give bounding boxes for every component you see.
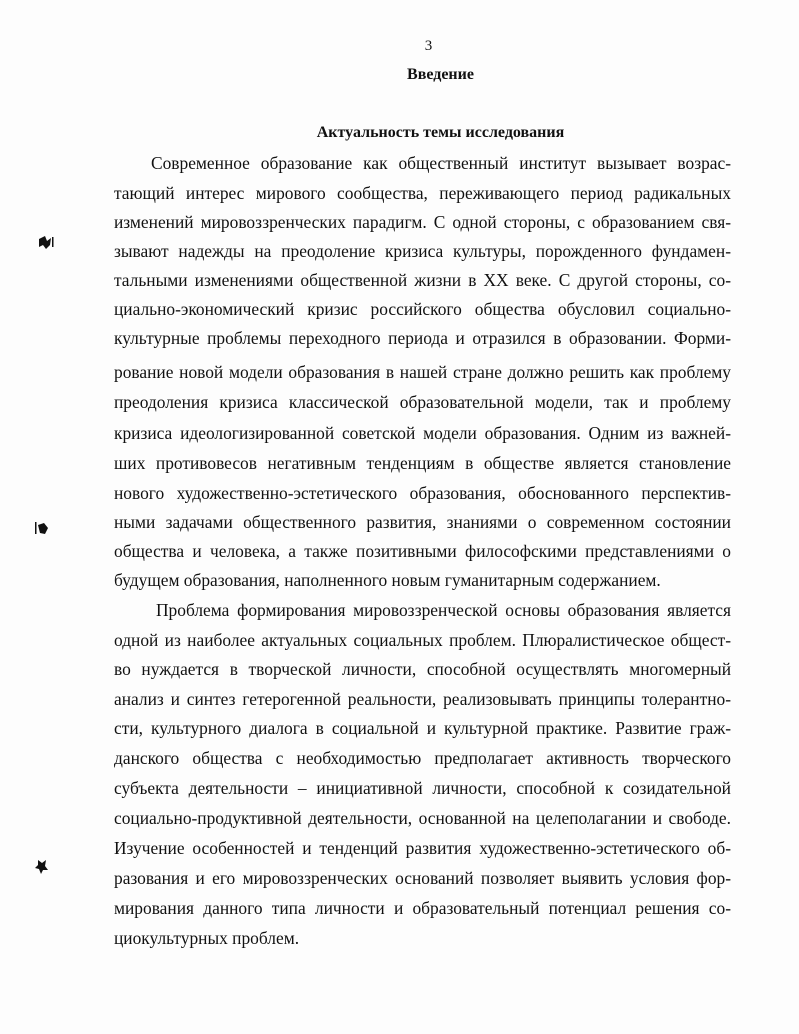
paragraph-2-line: субъекта деятельности – инициативной личности, способной к созидательной	[114, 778, 731, 798]
page-title: Введение	[407, 66, 474, 83]
paragraph-1-line: циально-экономический кризис российского общества обусловил социально-	[114, 299, 731, 319]
paragraph-2-line: во нуждается в творческой личности, способной осуществлять многомерный	[114, 659, 731, 679]
paragraph-2-line: Проблема формирования мировоззренческой основы образования является	[156, 600, 731, 620]
paragraph-1-line: зывают надежды на преодоление кризиса культуры, порожденного фундамен-	[114, 241, 731, 261]
paragraph-1-line: изменений мировоззренческих парадигм. С одной стороны, с образованием свя-	[114, 212, 731, 232]
section-title: Актуальность темы исследования	[316, 124, 565, 141]
paragraph-2-line: одной из наиболее актуальных социальных проблем. Плюралистическое общест-	[114, 630, 731, 650]
paragraph-1-line: общества и человека, а также позитивными философскими представлениями о	[114, 541, 731, 561]
paragraph-2-line: социально-продуктивной деятельности, основанной на целеполагании и свободе.	[114, 808, 731, 828]
paragraph-1-line: ными задачами общественного развития, знаниями о современном состоянии	[114, 512, 731, 532]
paragraph-1-line: преодоления кризиса классической образовательной модели, так и проблему	[114, 392, 731, 412]
paragraph-1-line: Современное образование как общественный институт вызывает возрас-	[151, 153, 731, 173]
paragraph-2-line: мирования данного типа личности и образовательный потенциал решения со-	[114, 898, 731, 918]
paragraph-2-line: циокультурных проблем.	[114, 928, 300, 948]
paragraph-2-line: разования и его мировоззренческих оснований позволяет выявить условия фор-	[114, 868, 731, 888]
scan-mark-icon	[33, 520, 51, 538]
paragraph-2-line: сти, культурного диалога в социальной и культурной практике. Развитие граж-	[114, 718, 731, 738]
scan-mark-icon	[36, 233, 56, 253]
paragraph-2-line: анализ и синтез гетерогенной реальности, реализовывать принципы толерантно-	[114, 689, 731, 709]
paragraph-1-line: ших противовесов негативным тенденциям в обществе является становление	[114, 453, 731, 473]
paragraph-1-line: нового художественно-эстетического образования, обоснованного перспектив-	[114, 483, 731, 503]
scan-mark-icon	[34, 858, 50, 876]
paragraph-1-line: тающий интерес мирового сообщества, переживающего период радикальных	[114, 183, 731, 203]
paragraph-2-line: данского общества с необходимостью предполагает активность творческого	[114, 748, 731, 768]
paragraph-1-line: кризиса идеологизированной советской модели образования. Одним из важней-	[114, 423, 731, 443]
paragraph-1-line: тальными изменениями общественной жизни в XX веке. С другой стороны, со-	[114, 270, 731, 290]
paragraph-1-line: культурные проблемы переходного периода и отразился в образовании. Форми-	[114, 328, 731, 348]
paragraph-2-line: Изучение особенностей и тенденций развития художественно-эстетического об-	[114, 838, 731, 858]
paragraph-1-line: будущем образования, наполненного новым гуманитарным содержанием.	[114, 570, 661, 590]
page-number: 3	[424, 38, 433, 54]
paragraph-1-line: рование новой модели образования в нашей стране должно решить как проблему	[114, 362, 731, 382]
